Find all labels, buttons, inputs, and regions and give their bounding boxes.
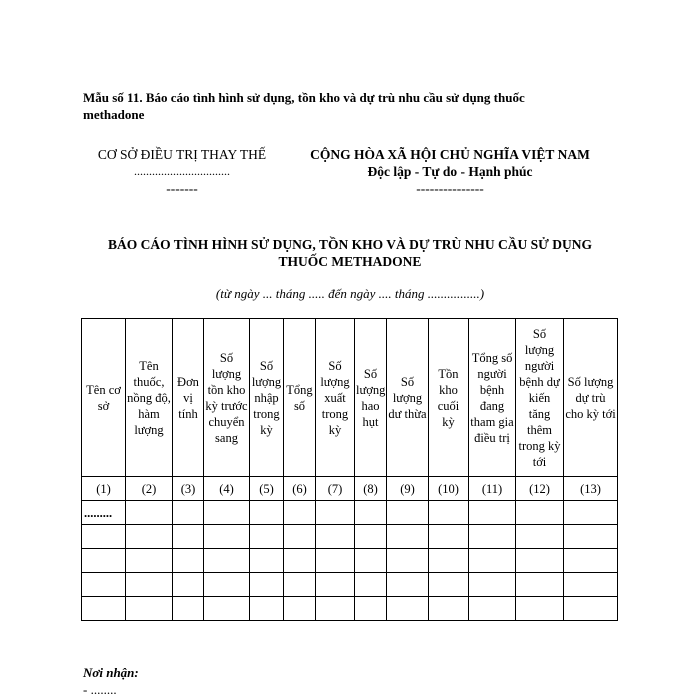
table-cell	[204, 501, 250, 525]
table-header-row	[82, 319, 618, 477]
recipients-section	[83, 664, 139, 698]
column-number: (8)	[355, 477, 387, 501]
column-number: (3)	[173, 477, 204, 501]
column-header: Tên thuốc, nồng độ, hàm lượng	[126, 319, 173, 477]
table-cell	[516, 525, 564, 549]
table-cell	[82, 597, 126, 621]
table-cell	[250, 549, 284, 573]
table-cell	[429, 501, 469, 525]
table-cell	[469, 549, 516, 573]
table-cell	[284, 525, 316, 549]
left-header	[82, 146, 282, 197]
table-cell	[564, 501, 618, 525]
column-number: (9)	[387, 477, 429, 501]
table-cell	[316, 549, 355, 573]
table-cell	[564, 549, 618, 573]
column-number: (10)	[429, 477, 469, 501]
recipient-item: - ........	[83, 682, 117, 697]
table-cell	[284, 573, 316, 597]
column-header: Số lượng dự trù cho kỳ tới	[564, 319, 618, 477]
column-number: (1)	[82, 477, 126, 501]
column-number: (7)	[316, 477, 355, 501]
column-number: (12)	[516, 477, 564, 501]
table-cell	[387, 597, 429, 621]
table-cell	[564, 597, 618, 621]
table-cell	[429, 525, 469, 549]
table-cell	[173, 549, 204, 573]
column-header: Tổng số	[284, 319, 316, 477]
column-header: Số lượng người bệnh dự kiến tăng thêm trong kỳ tới	[516, 319, 564, 477]
left-separator: -------	[166, 181, 198, 196]
table-cell	[126, 549, 173, 573]
table-cell	[387, 501, 429, 525]
table-cell	[516, 573, 564, 597]
form-title: Mẫu số 11. Báo cáo tình hình sử dụng, tồn kho và dự trù nhu cầu sử dụng thuốc methadone	[83, 90, 525, 122]
table-cell	[429, 573, 469, 597]
table-cell	[564, 573, 618, 597]
table-cell	[250, 573, 284, 597]
table-cell	[316, 573, 355, 597]
table-cell	[173, 525, 204, 549]
table-cell	[316, 501, 355, 525]
table-row	[82, 501, 618, 525]
facility-dots: ................................	[134, 164, 230, 178]
table-cell	[173, 573, 204, 597]
column-number: (5)	[250, 477, 284, 501]
right-header	[290, 146, 610, 197]
table-cell	[250, 525, 284, 549]
report-title: BÁO CÁO TÌNH HÌNH SỬ DỤNG, TỒN KHO VÀ DỰ TRÙ NHU CẦU SỬ DỤNG THUỐC METHADONE	[108, 237, 592, 269]
table-cell	[126, 525, 173, 549]
table-cell	[173, 501, 204, 525]
table-cell	[516, 501, 564, 525]
report-table	[81, 318, 618, 621]
table-cell	[284, 549, 316, 573]
facility-name: CƠ SỞ ĐIỀU TRỊ THAY THẾ	[97, 147, 267, 162]
column-header: Số lượng nhập trong kỳ	[250, 319, 284, 477]
column-number: (2)	[126, 477, 173, 501]
table-row	[82, 573, 618, 597]
table-cell	[316, 597, 355, 621]
column-number: (4)	[204, 477, 250, 501]
column-header: Tồn kho cuối kỳ	[429, 319, 469, 477]
column-number: (11)	[469, 477, 516, 501]
table-cell	[564, 525, 618, 549]
table-cell	[250, 597, 284, 621]
table-cell	[387, 549, 429, 573]
table-cell	[469, 501, 516, 525]
table-cell	[469, 573, 516, 597]
table-cell	[516, 597, 564, 621]
table-cell	[387, 525, 429, 549]
table-cell	[284, 597, 316, 621]
recipients-label: Nơi nhận:	[83, 665, 139, 680]
table-cell	[469, 597, 516, 621]
table-cell	[82, 573, 126, 597]
column-header: Tổng số người bệnh đang tham gia điều trị	[469, 319, 516, 477]
table-cell	[355, 501, 387, 525]
column-header: Số lượng xuất trong kỳ	[316, 319, 355, 477]
table-cell	[204, 549, 250, 573]
table-cell	[387, 573, 429, 597]
table-cell	[355, 573, 387, 597]
table-cell	[204, 597, 250, 621]
table-cell	[355, 549, 387, 573]
table-cell	[82, 549, 126, 573]
right-separator: ---------------	[416, 181, 484, 196]
table-cell	[429, 597, 469, 621]
facility-cell-placeholder: .........	[82, 501, 126, 525]
table-cell	[355, 525, 387, 549]
table-cell	[250, 501, 284, 525]
table-cell	[204, 573, 250, 597]
table-cell	[469, 525, 516, 549]
column-number-row	[82, 477, 618, 501]
table-row	[82, 597, 618, 621]
table-cell	[316, 525, 355, 549]
column-header: Tên cơ sở	[82, 319, 126, 477]
table-row	[82, 525, 618, 549]
table-row	[82, 549, 618, 573]
table-cell	[204, 525, 250, 549]
table-cell	[355, 597, 387, 621]
table-cell	[82, 525, 126, 549]
table-cell	[126, 597, 173, 621]
table-cell	[126, 573, 173, 597]
column-header: Số lượng dư thừa	[387, 319, 429, 477]
national-title: CỘNG HÒA XÃ HỘI CHỦ NGHĨA VIỆT NAM	[310, 147, 590, 162]
column-header: Số lượng tồn kho kỳ trước chuyển sang	[204, 319, 250, 477]
table-cell	[126, 501, 173, 525]
column-header: Số lượng hao hụt	[355, 319, 387, 477]
report-period: (từ ngày ... tháng ..... đến ngày .... tháng ................)	[215, 286, 485, 301]
column-header: Đơn vị tính	[173, 319, 204, 477]
column-number: (13)	[564, 477, 618, 501]
table-cell	[516, 549, 564, 573]
column-number: (6)	[284, 477, 316, 501]
table-cell	[173, 597, 204, 621]
table-cell	[284, 501, 316, 525]
table-cell	[429, 549, 469, 573]
national-motto: Độc lập - Tự do - Hạnh phúc	[367, 164, 533, 179]
